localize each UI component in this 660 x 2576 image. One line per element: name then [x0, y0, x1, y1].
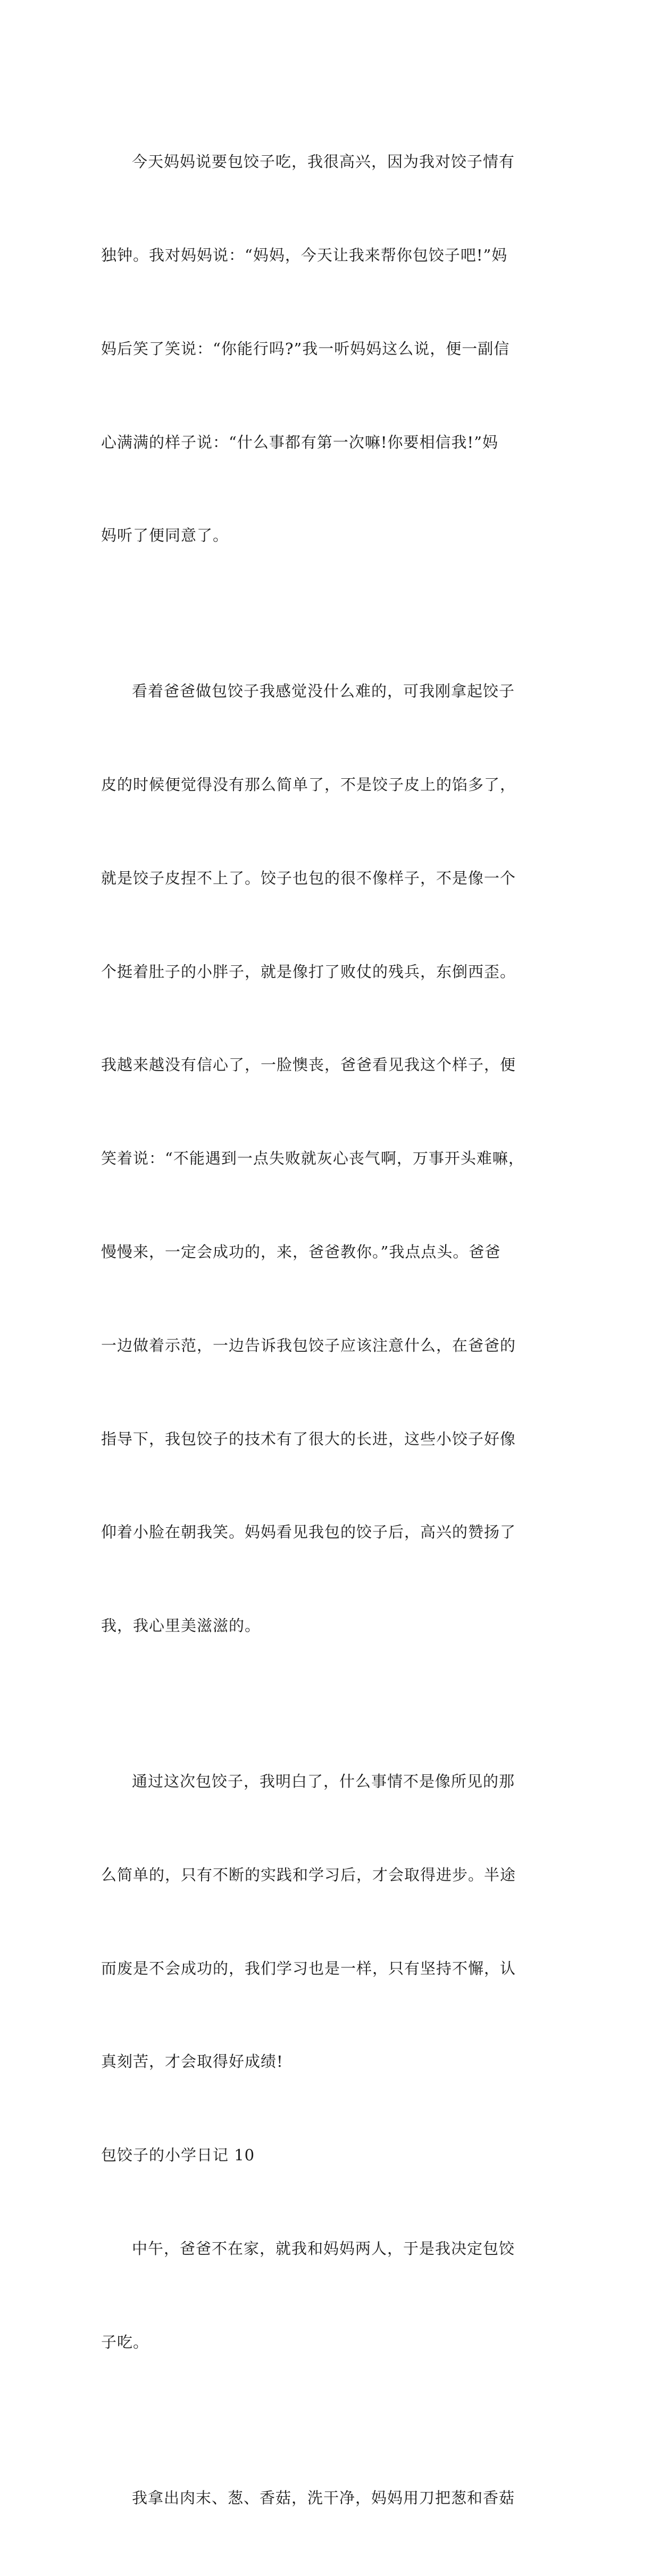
text-line: 真刻苦，才会取得好成绩! [101, 2052, 283, 2071]
paragraph-1 [101, 84, 564, 613]
document-body [101, 84, 564, 2576]
paragraph-3 [101, 1704, 564, 2140]
text-line: 妈听了便同意了。 [101, 526, 229, 545]
text-line: 我越来越没有信心了，一脸懊丧，爸爸看见我这个样子，便 [101, 1056, 516, 1074]
text-line: 妈后笑了笑说：“你能行吗?”我一听妈妈这么说，便一副信 [101, 339, 510, 358]
paragraph-2 [101, 613, 564, 1704]
text-line: 我拿出肉末、葱、香菇，洗干净，妈妈用刀把葱和香菇 [132, 2488, 515, 2507]
text-line: 指导下，我包饺子的技术有了很大的长进，这些小饺子好像 [101, 1429, 516, 1448]
text-line: 我，我心里美滋滋的。 [101, 1617, 261, 1635]
text-line: 心满满的样子说：“什么事都有第一次嘛!你要相信我!”妈 [101, 433, 498, 451]
section-heading: 包饺子的小学日记 10 [101, 2146, 255, 2165]
paragraph-5 [101, 2420, 564, 2576]
text-line: 子吃。 [101, 2333, 149, 2351]
text-line: 看着爸爸做包饺子我感觉没什么难的，可我刚拿起饺子 [132, 682, 515, 701]
text-line: 么简单的，只有不断的实践和学习后，才会取得进步。半途 [101, 1865, 516, 1884]
text-line: 慢慢来，一定会成功的，来，爸爸教你。”我点点头。爸爸 [101, 1242, 501, 1261]
text-line: 中午，爸爸不在家，就我和妈妈两人，于是我决定包饺 [132, 2239, 515, 2258]
paragraph-4 [101, 2171, 564, 2420]
text-line: 通过这次包饺子，我明白了，什么事情不是像所见的那 [132, 1772, 515, 1791]
text-line: 笑着说：“不能遇到一点失败就灰心丧气啊，万事开头难嘛， [101, 1149, 524, 1168]
text-line: 仰着小脸在朝我笑。妈妈看见我包的饺子后，高兴的赞扬了 [101, 1523, 516, 1542]
text-line: 而废是不会成功的，我们学习也是一样，只有坚持不懈，认 [101, 1959, 516, 1977]
text-line: 独钟。我对妈妈说：“妈妈，今天让我来帮你包饺子吧!”妈 [101, 246, 508, 264]
text-line: 就是饺子皮捏不上了。饺子也包的很不像样子，不是像一个 [101, 869, 516, 887]
text-line: 一边做着示范，一边告诉我包饺子应该注意什么，在爸爸的 [101, 1336, 516, 1354]
text-line: 皮的时候便觉得没有那么简单了，不是饺子皮上的馅多了， [101, 776, 516, 794]
text-line: 个挺着肚子的小胖子，就是像打了败仗的残兵，东倒西歪。 [101, 962, 516, 981]
text-line: 今天妈妈说要包饺子吃，我很高兴，因为我对饺子情有 [132, 153, 515, 171]
